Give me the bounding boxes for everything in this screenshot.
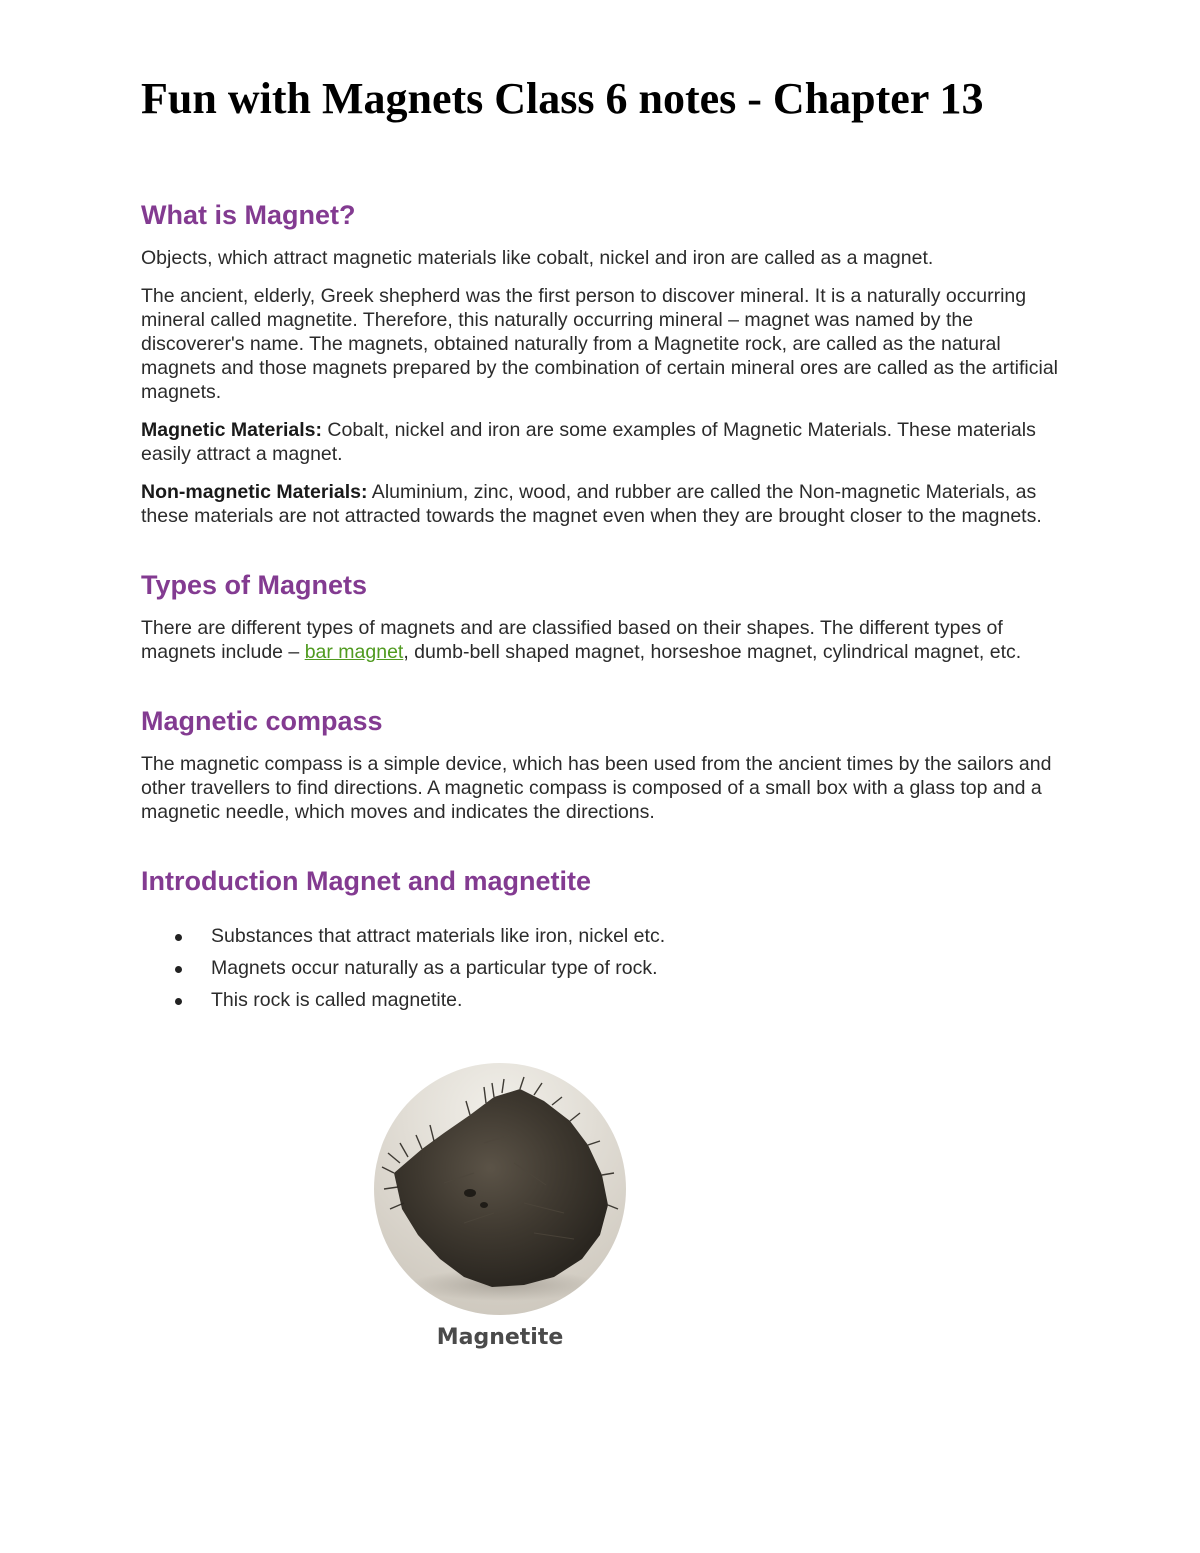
- paragraph-magnetic-compass: The magnetic compass is a simple device, which has been used from the ancient times by the sailors and other travellers to find directions. A magnetic compass is composed of a small box with a glass top and a magnetic needle, which moves and indicates the directions.: [141, 753, 1052, 823]
- list-item-text: This rock is called magnetite.: [211, 989, 463, 1011]
- list-item: [141, 956, 1061, 980]
- magnetic-materials-text: Cobalt, nickel and iron are some examples of Magnetic Materials. These materials easily attract a magnet.: [141, 419, 1036, 465]
- paragraph-magnet-definition: Objects, which attract magnetic materials like cobalt, nickel and iron are called as a magnet.: [141, 247, 934, 269]
- paragraph-types-of-magnets: [141, 616, 1061, 664]
- magnetite-figure: [374, 1063, 626, 1350]
- bullet-icon: [175, 966, 182, 973]
- types-text-before: There are different types of magnets and are classified based on their shapes. The different types of magnets include –: [141, 617, 1003, 663]
- bullet-icon: [175, 934, 182, 941]
- document-page: [141, 70, 1061, 1020]
- section-heading-magnetic-compass: Magnetic compass: [141, 706, 383, 736]
- non-magnetic-materials-label: Non-magnetic Materials:: [141, 481, 368, 503]
- bar-magnet-link[interactable]: bar magnet: [304, 641, 404, 663]
- bullet-icon: [175, 998, 182, 1005]
- paragraph-magnet-history: The ancient, elderly, Greek shepherd was the first person to discover mineral. It is a naturally occurring mineral called magnetite. Therefore, this naturally occurring mineral – magnet was named by the discoverer's name. The magnets, obtained naturally from a Magnetite rock, are called as the natural magnets and those magnets prepared by the combination of certain mineral ores are called as the artificial magnets.: [141, 285, 1059, 403]
- section-heading-types-of-magnets: Types of Magnets: [141, 570, 368, 600]
- magnetite-image: [374, 1063, 626, 1315]
- non-magnetic-materials-text: Aluminium, zinc, wood, and rubber are called the Non-magnetic Materials, as these materials are not attracted towards the magnet even when they are brought closer to the magnets.: [141, 481, 1042, 527]
- document-title: Fun with Magnets Class 6 notes - Chapter 13: [141, 74, 984, 123]
- intro-bullet-list: [141, 924, 1061, 1012]
- list-item: [141, 924, 1061, 948]
- list-item-text: Substances that attract materials like iron, nickel etc.: [211, 925, 666, 947]
- figure-caption: Magnetite: [436, 1325, 564, 1350]
- list-item-text: Magnets occur naturally as a particular type of rock.: [211, 957, 658, 979]
- section-heading-introduction: Introduction Magnet and magnetite: [141, 866, 591, 896]
- types-text-after: , dumb-bell shaped magnet, horseshoe magnet, cylindrical magnet, etc.: [403, 641, 1022, 663]
- magnetic-materials-label: Magnetic Materials:: [141, 419, 322, 441]
- paragraph-non-magnetic-materials: [141, 480, 1061, 528]
- section-heading-what-is-magnet: What is Magnet?: [141, 200, 356, 230]
- list-item: [141, 988, 1061, 1012]
- magnetite-rock-icon: [374, 1063, 626, 1315]
- paragraph-magnetic-materials: [141, 418, 1061, 466]
